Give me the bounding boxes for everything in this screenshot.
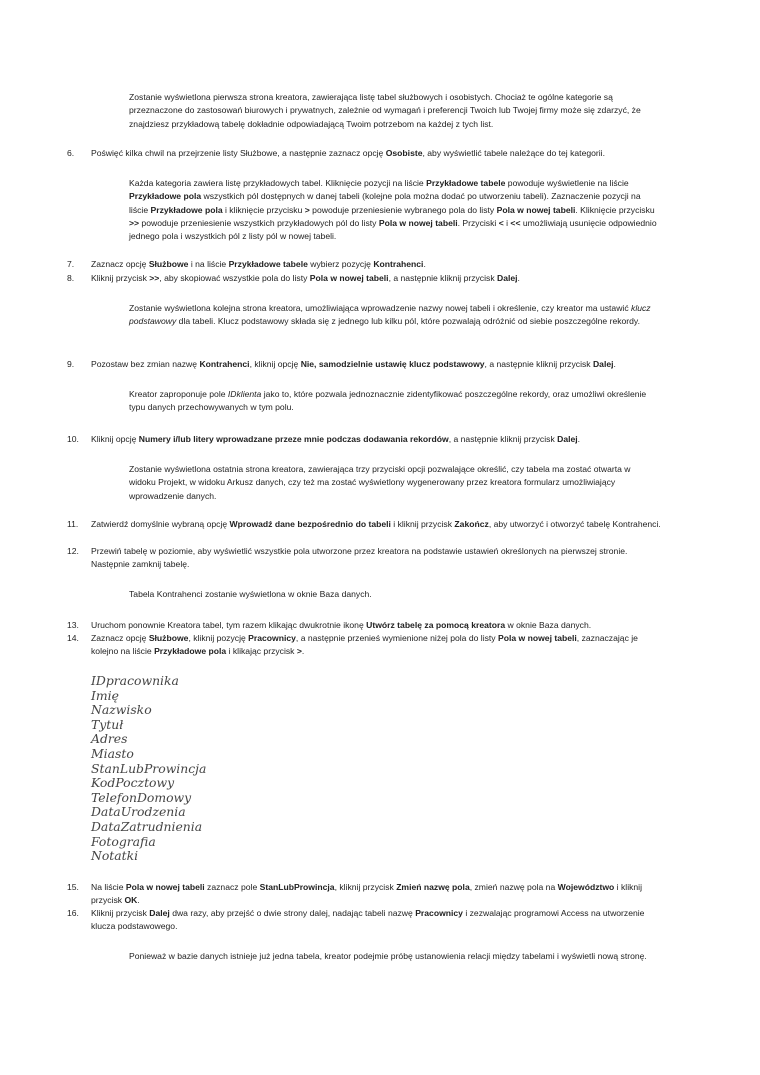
step-text <box>91 272 667 285</box>
text-run: , aby skopiować wszystkie pola do listy <box>159 273 310 283</box>
step-number: 7. <box>67 259 75 269</box>
text-run: Na liście <box>91 882 126 892</box>
text-run: Zaznacz opcję <box>91 633 149 643</box>
text-run: Przewiń tabelę w poziomie, aby wyświetlić wszystkie pola utworzone przez kreatora na podstawie ustawień określonych na pierwszej stronie. Następnie zamknij tabelę. <box>91 546 628 570</box>
text-run: , aby utworzyć i otworzyć tabelę Kontrahenci. <box>488 519 661 529</box>
text-run: , a następnie kliknij przycisk <box>388 273 497 283</box>
bold-text: Dalej <box>497 273 518 283</box>
step-text <box>91 518 667 531</box>
field-name: TelefonDomowy <box>91 789 192 805</box>
text-run: Tabela Kontrahenci zostanie wyświetlona w oknie Baza danych. <box>129 589 372 599</box>
bold-text: > <box>296 646 302 657</box>
step-8 <box>67 272 667 285</box>
text-run: , zaznaczając je kolejno na liście <box>91 633 638 657</box>
bold-text: Kontrahenci <box>199 359 250 369</box>
text-run: Każda kategoria zawiera listę przykładowych tabel. Kliknięcie pozycji na liście <box>129 178 427 188</box>
bold-text: Osobiste <box>385 148 423 158</box>
text-run: Ponieważ w bazie danych istnieje już jedna tabela, kreator podejmie próbę ustanowienia relacji między tabelami i wyświetli nową stronę. <box>129 951 647 961</box>
bold-text: Przykładowe pola <box>150 204 223 215</box>
step-14 <box>67 632 667 659</box>
field-name: DataUrodzenia <box>91 804 186 820</box>
bold-text: Nie, samodzielnie ustawię klucz podstawowy <box>300 359 485 369</box>
text-run: wszystkich pól dostępnych w danej tabeli (kolejne pola można dodać po utworzeniu tabeli). Zaznaczenie pozycji na liście <box>129 191 641 215</box>
text-run: jako to, które pozwala jednoznacznie zidentyfikować poszczególne rekordy, oraz umożliwi określenie typu danych przechowywanych w tym polu. <box>129 389 647 413</box>
text-run: . <box>301 646 305 657</box>
text-run: . <box>137 895 140 906</box>
step-text <box>91 258 667 271</box>
bold-text: << <box>510 217 521 228</box>
text-run: . Kliknięcie przycisku <box>575 204 655 215</box>
step-13 <box>67 619 667 632</box>
field-name: Imię <box>91 687 119 703</box>
step-text <box>91 358 667 371</box>
bold-text: Pola w nowej tabeli <box>309 273 389 283</box>
field-name: IDpracownika <box>91 673 179 688</box>
text-run: i kliknij przycisk <box>91 882 642 906</box>
text-run: i klikając przycisk <box>226 646 297 657</box>
bold-text: Służbowe <box>148 259 189 269</box>
note-sample-fields <box>129 177 659 243</box>
text-run: Zostanie wyświetlona ostatnia strona kreatora, zawierająca trzy przyciski opcji pozwalające określić, czy tabela ma zostać otwarta w widoku Projekt, w widoku Arkusz danych, czy też ma zostać wyświetlony wygenerowany przez kreatora formularz umożliwiający wprowadzenie danych. <box>129 464 631 501</box>
bold-text: Wprowadź dane bezpośrednio do tabeli <box>229 519 391 529</box>
bold-text: Służbowe <box>148 633 189 643</box>
text-run: wybierz pozycję <box>307 259 374 269</box>
bold-text: Dalej <box>557 434 578 444</box>
text-run: i zezwalając programowi Access na utworzenie klucza podstawowego. <box>91 908 645 932</box>
step-text <box>91 619 667 632</box>
text-run: , aby wyświetlić tabele należące do tej kategorii. <box>422 148 605 158</box>
text-run: Kliknij przycisk <box>91 908 150 918</box>
bold-text: Pracownicy <box>248 633 296 643</box>
field-name: Nazwisko <box>91 702 152 718</box>
bold-text: Zakończ <box>454 519 489 529</box>
step-number: 16. <box>67 908 79 918</box>
field-name: Fotografia <box>91 833 156 849</box>
bold-text: Pola w nowej tabeli <box>496 204 576 215</box>
text-run: i kliknij przycisk <box>390 519 455 529</box>
bold-text: Pola w nowej tabeli <box>125 882 205 892</box>
note-table-shown <box>129 588 659 601</box>
field-list <box>91 674 391 864</box>
bold-text: Pola w nowej tabeli <box>378 217 458 228</box>
text-run: , kliknij przycisk <box>334 882 397 892</box>
bold-text: > <box>304 204 310 215</box>
text-run: Uruchom ponownie Kreatora tabel, tym razem klikając dwukrotnie ikonę <box>91 620 367 630</box>
bold-text: Przykładowe tabele <box>228 259 308 269</box>
step-text <box>91 881 667 908</box>
text-run: powoduje przeniesienie wybranego pola do listy <box>309 204 497 215</box>
bold-text: StanLubProwincja <box>259 882 335 892</box>
field-name: DataZatrudnienia <box>91 818 203 834</box>
step-text <box>91 433 667 446</box>
text-run: Zatwierdź domyślnie wybraną opcję <box>91 519 230 529</box>
text-run: . <box>423 259 426 269</box>
text-run: i <box>503 217 511 228</box>
text-run: i kliknięcie przycisku <box>222 204 305 215</box>
text-run: umożliwiają usunięcie odpowiednio jednego pola i wszystkich pól z listy pól w nowej tabeli. <box>129 217 657 242</box>
text-run: Zostanie wyświetlona pierwsza strona kreatora, zawierająca listę tabel służbowych i osobistych. Chociaż te ogólne kategorie są przeznaczone do zastosowań biurowych i prywatnych, zależnie od wymagań i preferencji Twoich lub Twojej firmy może się zdarzyć, że znajdziesz przykładową tabelę dokładnie odpowiadającą Twoim potrzebom na każdej z tych list. <box>129 92 641 129</box>
text-run: dla tabeli. Klucz podstawowy składa się z jednego lub kilku pól, które pozwalają odróżnić od siebie poszczególne rekordy. <box>176 316 640 327</box>
text-run: , a następnie kliknij przycisk <box>448 434 558 444</box>
step-12 <box>67 545 667 572</box>
bold-text: >> <box>149 273 160 283</box>
bold-text: Pola w nowej tabeli <box>498 633 577 643</box>
note-idklienta <box>129 388 659 415</box>
step-number: 14. <box>67 633 79 643</box>
field-name: Notatki <box>91 848 139 864</box>
text-run: , kliknij pozycję <box>188 633 249 643</box>
text-run: , zmień nazwę pola na <box>469 882 558 892</box>
step-number: 12. <box>67 546 79 556</box>
note-last-page <box>129 463 659 503</box>
text-run: Pozostaw bez zmian nazwę <box>91 359 200 369</box>
step-number: 9. <box>67 359 75 369</box>
text-run: Kreator zaproponuje pole <box>129 389 228 399</box>
bold-text: OK <box>124 895 138 906</box>
field-name: KodPocztowy <box>91 775 175 791</box>
text-run: . Przyciski <box>457 217 499 228</box>
note-relations <box>129 950 659 963</box>
step-7 <box>67 258 667 271</box>
italic-text: IDklienta <box>227 389 262 399</box>
bold-text: Dalej <box>592 359 614 369</box>
text-run: Kliknij opcję <box>91 434 139 444</box>
bold-text: Przykładowe tabele <box>426 178 506 188</box>
text-run: w oknie Baza danych. <box>505 620 592 630</box>
text-run: powoduje wyświetlenie na liście <box>505 178 629 188</box>
text-run: , kliknij opcję <box>249 359 301 369</box>
step-number: 13. <box>67 620 79 630</box>
text-run: . <box>517 273 520 283</box>
bold-text: Utwórz tabelę za pomocą kreatora <box>366 620 506 630</box>
step-text <box>91 545 667 572</box>
step-number: 10. <box>67 434 79 444</box>
bold-text: < <box>498 217 504 228</box>
step-text <box>91 147 667 160</box>
bold-text: Kontrahenci <box>373 259 424 269</box>
text-run: Zaznacz opcję <box>91 259 149 269</box>
step-number: 8. <box>67 273 75 283</box>
bold-text: Przykładowe pola <box>154 646 227 657</box>
italic-text: klucz podstawowy <box>129 303 651 327</box>
step-number: 11. <box>67 519 79 529</box>
text-run: Zostanie wyświetlona kolejna strona kreatora, umożliwiająca wprowadzenie nazwy nowej tabeli i określenie, czy kreator ma ustawić <box>129 303 632 313</box>
bold-text: Przykładowe pola <box>129 191 202 202</box>
bold-text: >> <box>129 217 140 228</box>
field-name: Miasto <box>91 745 134 761</box>
step-text <box>91 632 667 659</box>
step-15 <box>67 881 667 908</box>
step-11 <box>67 518 667 531</box>
note-primary-key <box>129 302 659 329</box>
step-6 <box>67 147 667 160</box>
step-16 <box>67 907 667 934</box>
step-text <box>91 907 667 934</box>
step-number: 15. <box>67 882 79 892</box>
step-10 <box>67 433 667 446</box>
field-name: StanLubProwincja <box>91 760 207 776</box>
bold-text: Zmień nazwę pola <box>396 882 470 892</box>
step-9 <box>67 358 667 371</box>
text-run: . <box>577 434 581 444</box>
field-name: Adres <box>91 731 128 747</box>
text-run: powoduje przeniesienie wszystkich przykładowych pól do listy <box>139 217 379 228</box>
text-run: Kliknij przycisk <box>91 273 150 283</box>
text-run: zaznacz pole <box>204 882 260 892</box>
text-run: i na liście <box>188 259 229 269</box>
text-run: . <box>613 359 616 369</box>
text-run: Poświęć kilka chwil na przejrzenie listy Służbowe, a następnie zaznacz opcję <box>91 148 386 158</box>
bold-text: Dalej <box>149 908 170 918</box>
bold-text: Numery i/lub litery wprowadzane przeze mnie podczas dodawania rekordów <box>138 434 449 444</box>
text-run: , a następnie przenieś wymienione niżej pola do listy <box>295 633 498 643</box>
bold-text: Pracownicy <box>415 908 463 918</box>
step-number: 6. <box>67 148 75 158</box>
note-wizard-first-page <box>129 91 659 131</box>
bold-text: Województwo <box>557 882 615 892</box>
text-run: , a następnie kliknij przycisk <box>484 359 593 369</box>
field-name: Tytuł <box>91 716 124 732</box>
text-run: dwa razy, aby przejść o dwie strony dalej, nadając tabeli nazwę <box>169 908 416 918</box>
